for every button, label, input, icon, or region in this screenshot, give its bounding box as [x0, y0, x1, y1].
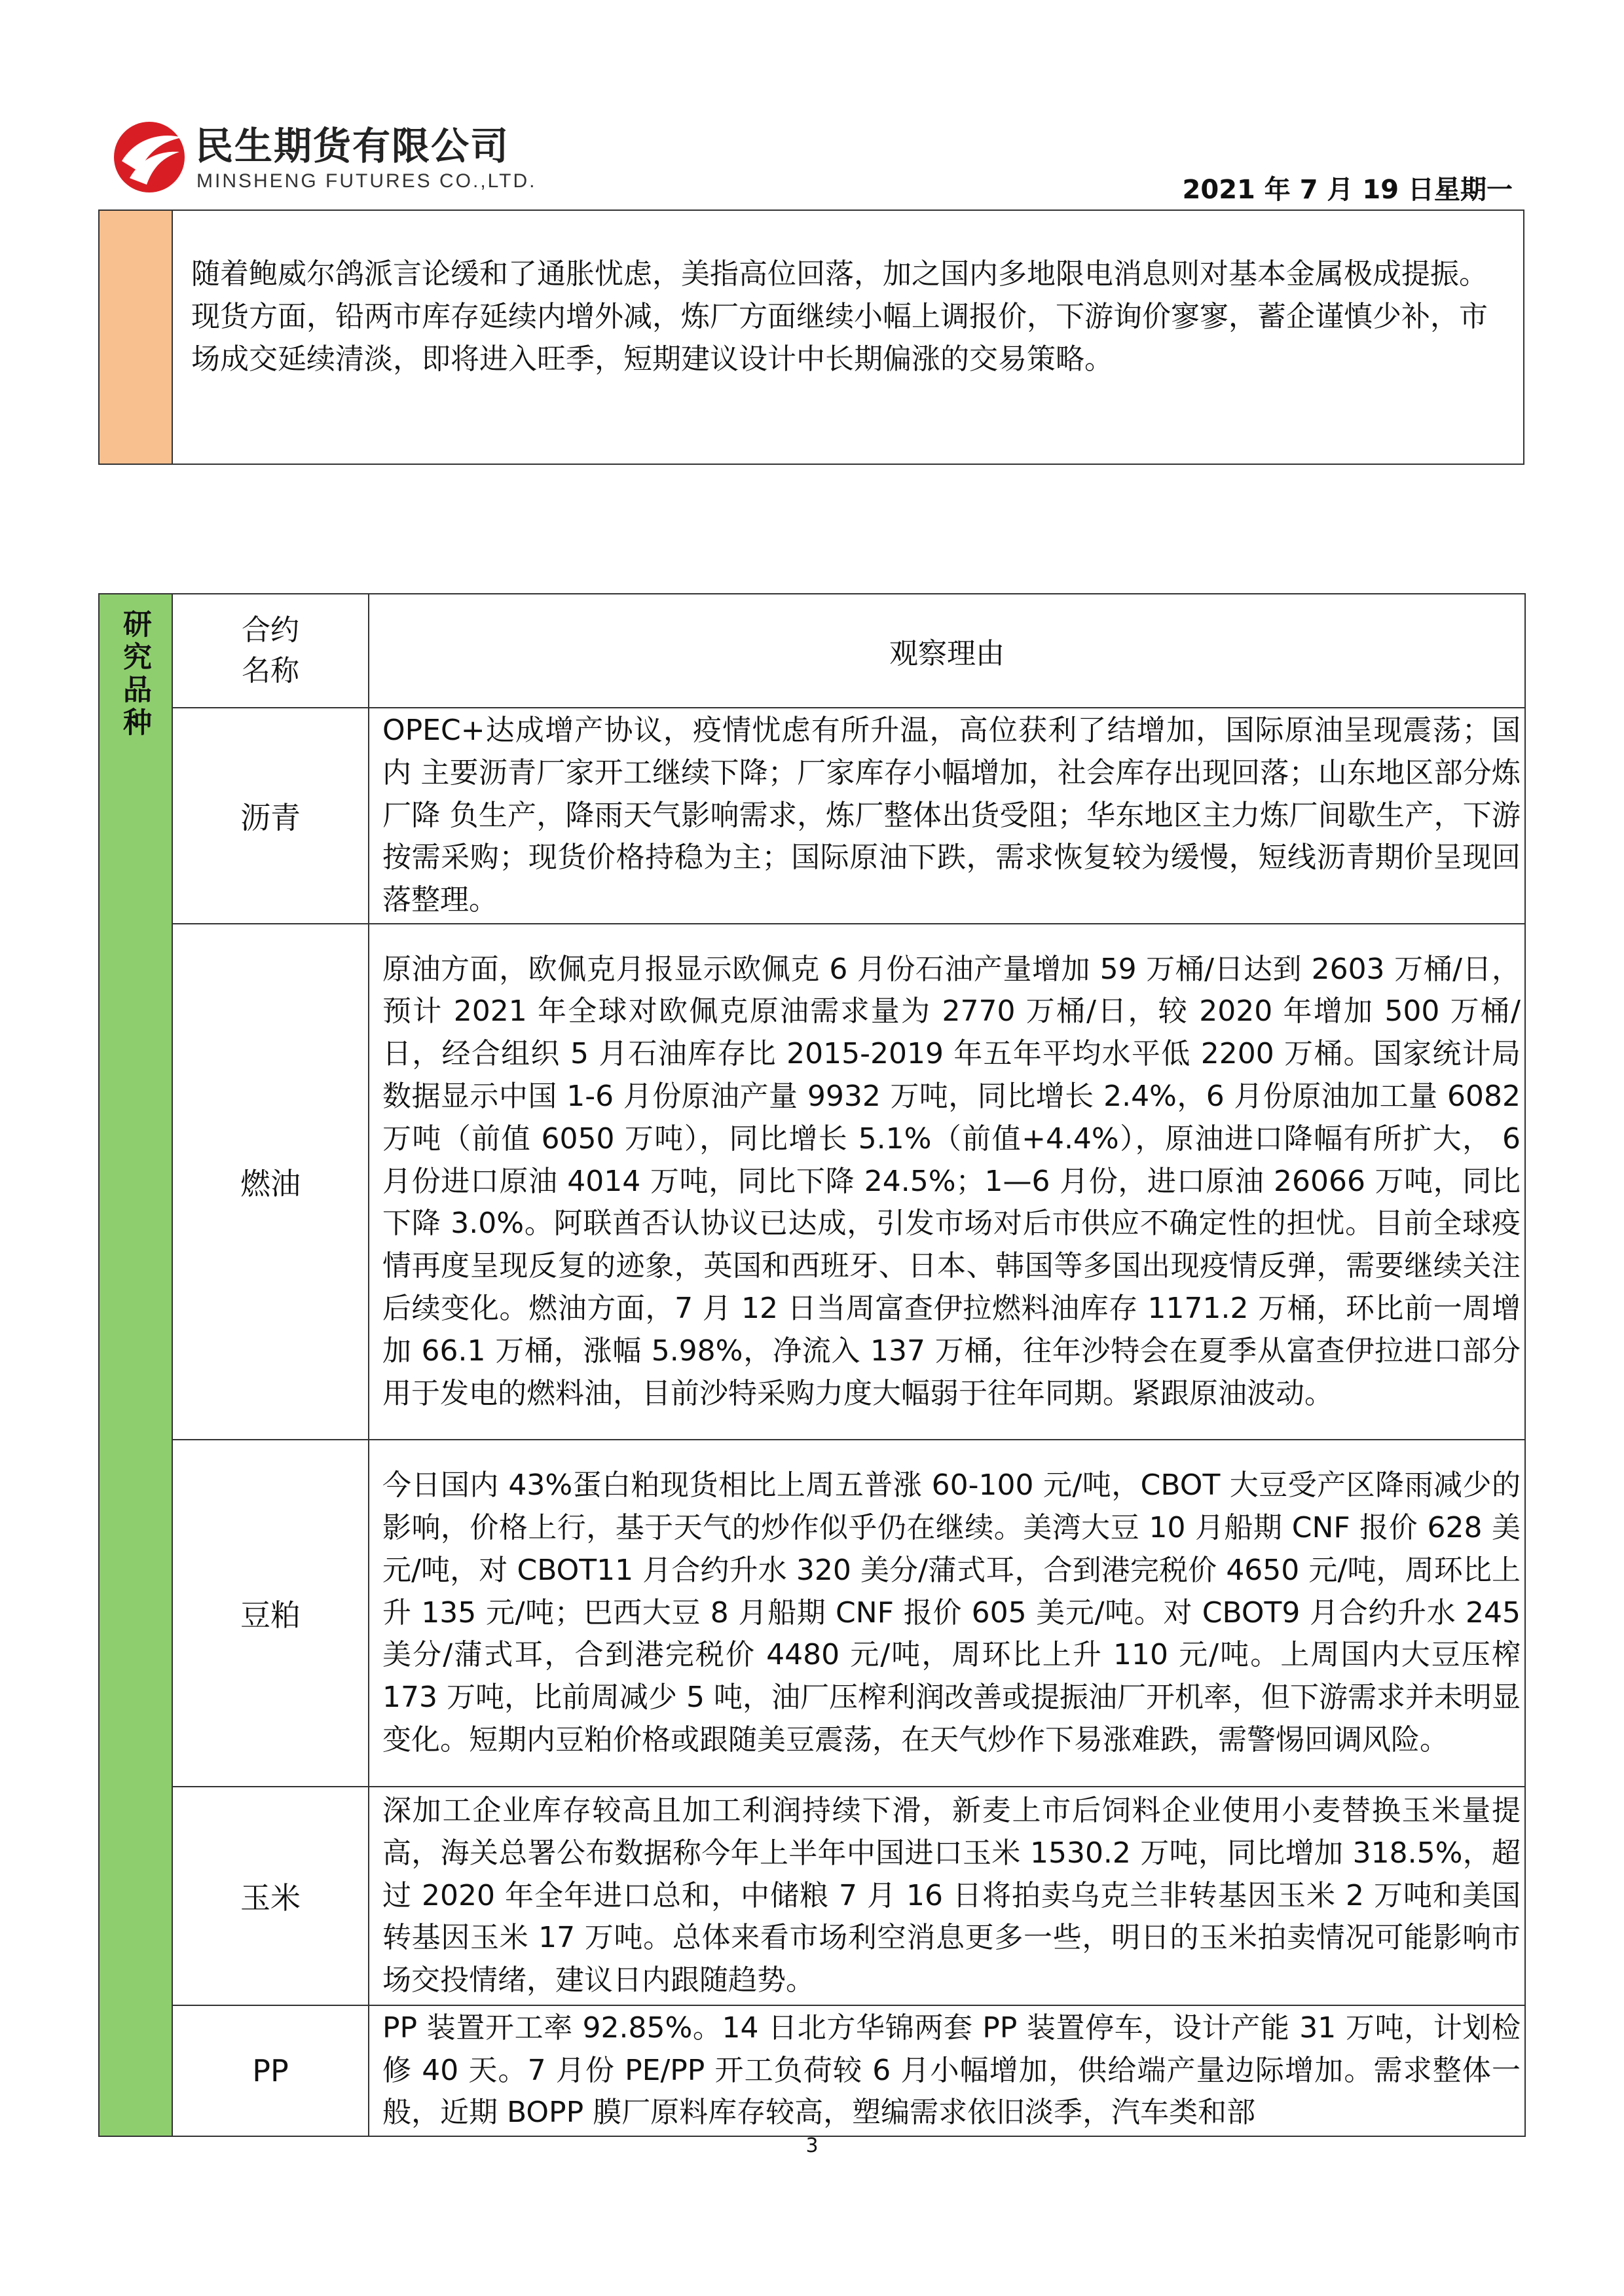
- side-label-cell: [99, 594, 172, 2136]
- minsheng-logo-icon: [110, 118, 189, 196]
- header-reason: 观察理由: [369, 594, 1525, 708]
- row-reason: 今日国内 43%蛋白粕现货相比上周五普涨 60-100 元/吨，CBOT 大豆受产区降雨减少的影响，价格上行，基于天气的炒作似乎仍在继续。美湾大豆 10 月船期 CNF 报价 628 美元/吨，对 CBOT11 月合约升水 320 美分/蒲式耳，合到港完税价 4650 元/吨，周环比上升 135 元/吨；巴西大豆 8 月船期 CNF 报价 605 美元/吨。对 CBOT9 月合约升水 245 美分/蒲式耳，合到港完税价 4480 元/吨，周环比上升 110 元/吨。上周国内大豆压榨 173 万吨，比前周减少 5 吨，油厂压榨利润改善或提振油厂开机率，但下游需求并未明显变化。短期内豆粕价格或跟随美豆震荡，在天气炒作下易涨难跌，需警惕回调风险。: [369, 1440, 1525, 1787]
- header-contract-name-text: 合约 名称: [242, 613, 299, 687]
- research-table: [98, 593, 1526, 2137]
- logo-english-name: MINSHENG FUTURES CO.,LTD.: [196, 170, 537, 192]
- header-contract-name: [172, 594, 369, 708]
- summary-color-strip: [100, 211, 173, 464]
- table-header-row: [99, 594, 1525, 708]
- table-row: [99, 924, 1525, 1440]
- report-date: 2021 年 7 月 19 日星期一: [1182, 175, 1513, 205]
- table-row: [99, 1787, 1525, 2005]
- row-reason: OPEC+达成增产协议，疫情忧虑有所升温，高位获利了结增加，国际原油呈现震荡；国内 主要沥青厂家开工继续下降；厂家库存小幅增加，社会库存出现回落；山东地区部分炼厂降 负生产，降雨天气影响需求，炼厂整体出货受阻；华东地区主力炼厂间歇生产，下游按需采购；现货价格持稳为主；国际原油下跌，需求恢复较为缓慢，短线沥青期价呈现回落整理。: [369, 708, 1525, 924]
- side-label: 研究品种: [118, 609, 151, 740]
- row-name: 豆粕: [172, 1440, 369, 1787]
- table-row: [99, 2005, 1525, 2136]
- summary-text: 随着鲍威尔鸽派言论缓和了通胀忧虑，美指高位回落，加之国内多地限电消息则对基本金属极成提振。现货方面，铅两市库存延续内增外减，炼厂方面继续小幅上调报价，下游询价寥寥，蓄企谨慎少补，市场成交延续清淡，即将进入旺季，短期建议设计中长期偏涨的交易策略。: [191, 257, 1488, 376]
- table-row: [99, 708, 1525, 924]
- table-row: [99, 1440, 1525, 1787]
- page-number: 3: [805, 2134, 819, 2157]
- row-name: PP: [172, 2005, 369, 2136]
- row-name: 玉米: [172, 1787, 369, 2005]
- row-reason: PP 装置开工率 92.85%。14 日北方华锦两套 PP 装置停车，设计产能 31 万吨，计划检修 40 天。7 月份 PE/PP 开工负荷较 6 月小幅增加，供给端产量边际增加。需求整体一般，近期 BOPP 膜厂原料库存较高，塑编需求依旧淡季，汽车类和部: [369, 2005, 1525, 2136]
- row-reason: 原油方面，欧佩克月报显示欧佩克 6 月份石油产量增加 59 万桶/日达到 2603 万桶/日，预计 2021 年全球对欧佩克原油需求量为 2770 万桶/日，较 2020 年增加 500 万桶/日，经合组织 5 月石油库存比 2015-2019 年五年平均水平低 2200 万桶。国家统计局数据显示中国 1-6 月份原油产量 9932 万吨，同比增长 2.4%，6 月份原油加工量 6082 万吨（前值 6050 万吨），同比增长 5.1%（前值+4.4%），原油进口降幅有所扩大， 6 月份进口原油 4014 万吨，同比下降 24.5%；1—6 月份，进口原油 26066 万吨，同比下降 3.0%。阿联酋否认协议已达成，引发市场对后市供应不确定性的担忧。目前全球疫情再度呈现反复的迹象，英国和西班牙、日本、韩国等多国出现疫情反弹，需要继续关注后续变化。燃油方面，7 月 12 日当周富查伊拉燃料油库存 1171.2 万桶，环比前一周增加 66.1 万桶，涨幅 5.98%，净流入 137 万桶，往年沙特会在夏季从富查伊拉进口部分用于发电的燃料油，目前沙特采购力度大幅弱于往年同期。紧跟原油波动。: [369, 924, 1525, 1440]
- logo-chinese-name: 民生期货有限公司: [195, 124, 510, 168]
- company-logo: [110, 115, 581, 200]
- row-reason: 深加工企业库存较高且加工利润持续下滑，新麦上市后饲料企业使用小麦替换玉米量提高，海关总署公布数据称今年上半年中国进口玉米 1530.2 万吨，同比增加 318.5%，超过 2020 年全年进口总和，中储粮 7 月 16 日将拍卖乌克兰非转基因玉米 2 万吨和美国转基因玉米 17 万吨。总体来看市场利空消息更多一些，明日的玉米拍卖情况可能影响市场交投情绪，建议日内跟随趋势。: [369, 1787, 1525, 2005]
- summary-box: [98, 210, 1524, 465]
- row-name: 沥青: [172, 708, 369, 924]
- row-name: 燃油: [172, 924, 369, 1440]
